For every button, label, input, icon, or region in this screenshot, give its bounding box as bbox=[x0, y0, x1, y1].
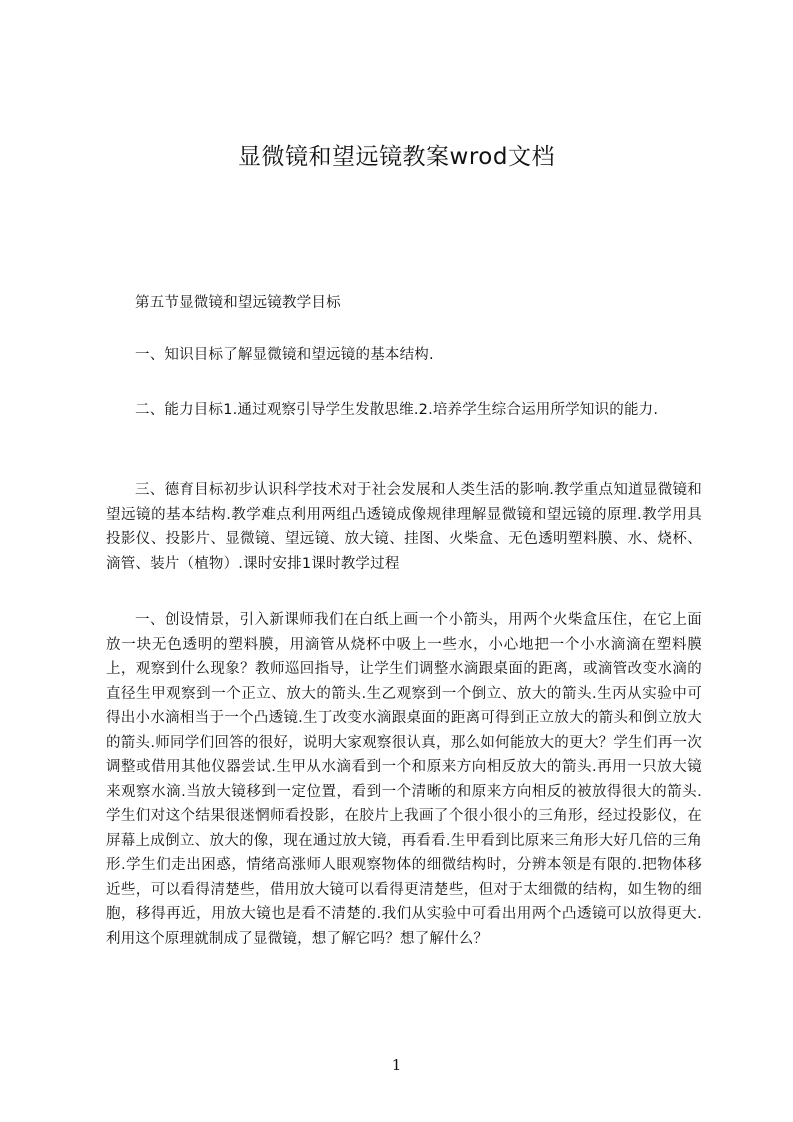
section-heading: 第五节显微镜和望远镜教学目标 bbox=[135, 295, 341, 311]
paragraph-ability-goal: 二、能力目标1.通过观察引导学生发散思维.2.培养学生综合运用所学知识的能力. bbox=[135, 402, 659, 418]
paragraph-knowledge-goal: 一、知识目标了解显微镜和望远镜的基本结构. bbox=[135, 347, 434, 363]
paragraph-introduction: 一、创设情景，引入新课师我们在白纸上画一个小箭头，用两个火柴盒压住，在它上面放一块无色透明的塑料膜，用滴管从烧杯中吸上一些水，小心地把一个小水滴滴在塑料膜上，观察到什么现象？教师巡回指导，让学生们调整水滴跟桌面的距离，或滴管改变水滴的直径生甲观察到一个正立、放大的箭头.生乙观察到一个倒立、放大的箭头.生丙从实验中可得出小水滴相当于一个凸透镜.生丁改变水滴跟桌面的距离可得到正立放大的箭头和倒立放大的箭头.师同学们回答的很好，说明大家观察很认真，那么如何能放大的更大？学生们再一次调整或借用其他仪器尝试.生甲从水滴看到一个和原来方向相反放大的箭头.再用一只放大镜来观察水滴.当放大镜移到一定位置，看到一个清晰的和原来方向相反的被放得很大的箭头.学生们对这个结果很迷惘师看投影，在胶片上我画了个很小很小的三角形，经过投影仪，在屏幕上成倒立、放大的像，现在通过放大镜，再看看.生甲看到比原来三角形大好几倍的三角形.学生们走出困惑，情绪高涨师人眼观察物体的细微结构时，分辨本领是有限的.把物体移近些，可以看得清楚些，借用放大镜可以看得更清楚些，但对于太细微的结构，如生物的细胞，移得再近，用放大镜也是看不清楚的.我们从实验中可看出用两个凸透镜可以放得更大.利用这个原理就制成了显微镜，想了解它吗？想了解什么？ bbox=[106, 612, 702, 947]
document-title: 显微镜和望远镜教案wrod文档 bbox=[238, 144, 555, 170]
page-number: 1 bbox=[391, 1056, 402, 1074]
paragraph-moral-goal: 三、德育目标初步认识科学技术对于社会发展和人类生活的影响.教学重点知道显微镜和望远镜的基本结构.教学难点利用两组凸透镜成像规律理解显微镜和望远镜的原理.教学用具投影仪、投影片、显微镜、望远镜、放大镜、挂图、火柴盒、无色透明塑料膜、水、烧杯、滴管、装片（植物）.课时安排1课时教学过程 bbox=[106, 482, 702, 572]
